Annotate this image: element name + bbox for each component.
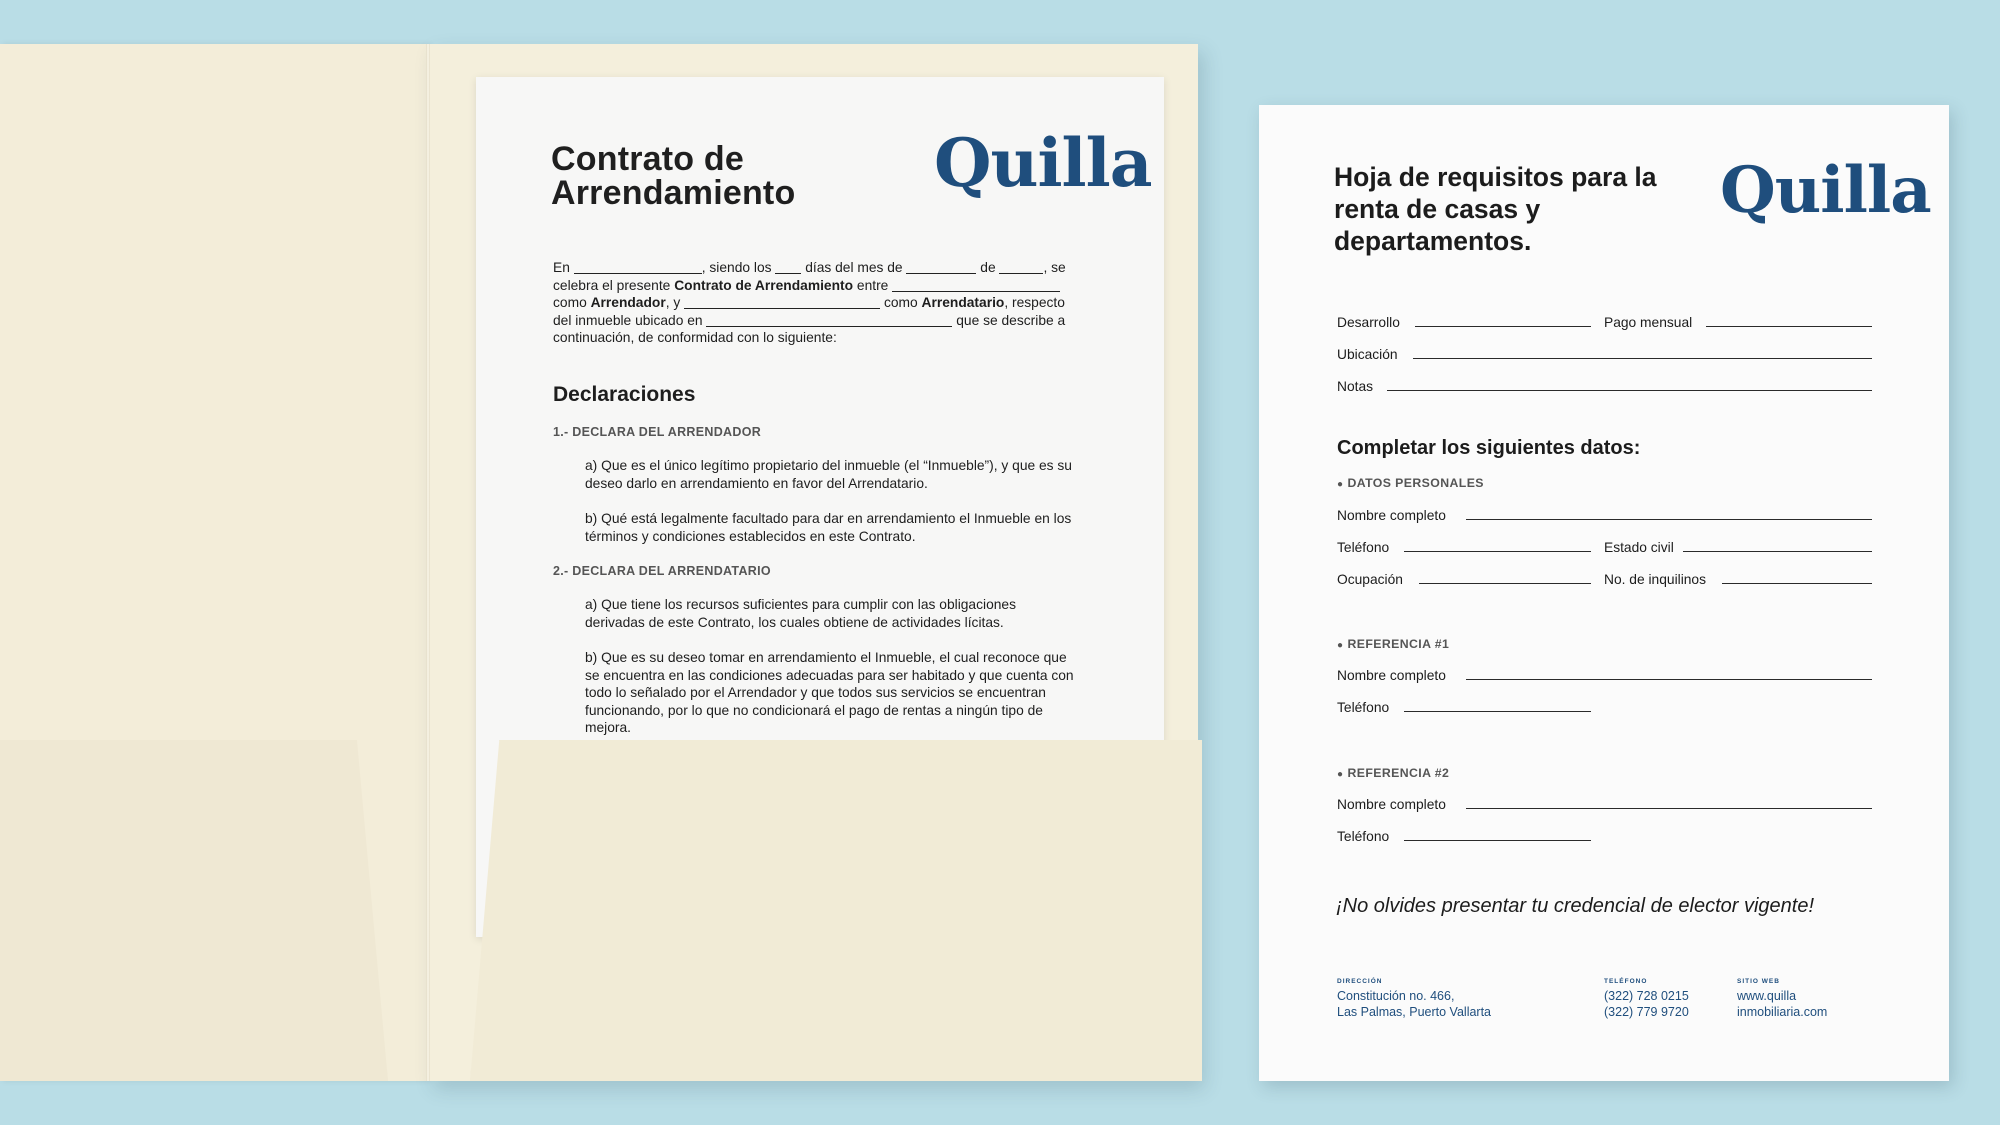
section2-clause-b: b) Que es su deseo tomar en arrendamiento el Inmueble, el cual reconoce que se encuentra en las condiciones adecuadas para ser habitado y que cuenta con todo lo señalado por el Arrendador y que todos sus servicios se encuentran funcionando, por lo que no condicionará el pago de rentas a ningún tipo de mejora.: [585, 650, 1074, 735]
estado-civil-label: Estado civil: [1604, 540, 1674, 555]
footer-website-line1: www.quilla: [1737, 989, 1797, 1003]
intro-text: que se describe a: [952, 312, 1066, 328]
folder-right-pocket: [470, 740, 1202, 1081]
nombre-label: Nombre completo: [1337, 508, 1446, 523]
footer-phone-label: TELÉFONO: [1604, 978, 1648, 985]
contract-title: [551, 142, 911, 210]
reminder-text: ¡No olvides presentar tu credencial de elector vigente!: [1336, 895, 1815, 917]
folder-spine: [426, 44, 430, 1081]
contract-title-line1: Contrato de: [551, 140, 744, 178]
section2-title: 2.- DECLARA DEL ARRENDATARIO: [553, 564, 771, 578]
intro-bold: Arrendador: [590, 295, 666, 310]
section1-clause-b: b) Qué está legalmente facultado para dar en arrendamiento el Inmueble en los términos y condiciones establecidos en este Contrato.: [585, 511, 1072, 544]
blank-line: [706, 313, 952, 327]
intro-line-1: [553, 259, 1073, 277]
ref2-telefono-field[interactable]: [1404, 840, 1591, 841]
quilla-logo: Quilla: [934, 124, 1152, 202]
notas-label: Notas: [1337, 379, 1374, 394]
ref2-nombre-label: Nombre completo: [1337, 797, 1446, 812]
footer-website-line2: inmobiliaria.com: [1737, 1004, 1828, 1019]
intro-line-5: continuación, de conformidad con lo siguiente:: [553, 330, 837, 345]
ocupacion-field[interactable]: [1419, 583, 1591, 584]
contract-title-line2: Arrendamiento: [551, 174, 796, 212]
folder-left-pocket: [0, 740, 388, 1081]
footer-phone: [1604, 978, 1689, 1020]
intro-text: , y: [665, 295, 685, 310]
telefono-label: Teléfono: [1337, 540, 1390, 555]
footer-phone-line1: (322) 728 0215: [1604, 989, 1689, 1003]
intro-text: como: [553, 295, 591, 310]
quilla-logo: Quilla: [1720, 153, 1931, 228]
blank-line: [906, 260, 976, 274]
blank-line: [574, 260, 702, 274]
footer-address-line1: Constitución no. 466,: [1337, 989, 1455, 1003]
intro-text: de: [976, 260, 1000, 275]
intro-text: En: [553, 260, 574, 275]
notas-field[interactable]: [1387, 390, 1872, 391]
reference2-heading: ● REFERENCIA #2: [1337, 766, 1449, 780]
ref2-telefono-label: Teléfono: [1337, 829, 1390, 844]
ubicacion-label: Ubicación: [1337, 347, 1398, 362]
complete-data-title: Completar los siguientes datos:: [1337, 437, 1641, 459]
reference1-heading: ● REFERENCIA #1: [1337, 637, 1449, 651]
section1-title: 1.- DECLARA DEL ARRENDADOR: [553, 425, 762, 439]
intro-text: celebra el presente: [553, 277, 675, 293]
requirements-title: Hoja de requisitos para la renta de casas y departamentos.: [1334, 162, 1657, 256]
intro-text: , siendo los: [701, 260, 776, 275]
intro-text: días del mes de: [801, 260, 907, 275]
blank-line: [999, 260, 1043, 274]
footer-phone-line2: (322) 779 9720: [1604, 1004, 1689, 1019]
section1-clause-a: a) Que es el único legítimo propietario del inmueble (el “Inmueble”), y que es su deseo darlo en arrendamiento en favor del Arrendatario.: [585, 458, 1072, 491]
intro-line-2: [553, 277, 1073, 295]
pago-mensual-field[interactable]: [1706, 326, 1872, 327]
ubicacion-field[interactable]: [1413, 358, 1872, 359]
intro-text: del inmueble ubicado en: [553, 312, 707, 328]
ref1-telefono-label: Teléfono: [1337, 700, 1390, 715]
footer-website-label: SITIO WEB: [1737, 978, 1780, 985]
desarrollo-field[interactable]: [1415, 326, 1591, 327]
personal-data-heading: ● DATOS PERSONALES: [1337, 476, 1484, 490]
desarrollo-label: Desarrollo: [1337, 315, 1400, 330]
footer-address-label: DIRECCIÓN: [1337, 978, 1383, 985]
declarations-title: Declaraciones: [553, 383, 696, 406]
blank-line: [775, 260, 801, 274]
inquilinos-label: No. de inquilinos: [1604, 572, 1707, 587]
ref1-nombre-label: Nombre completo: [1337, 668, 1446, 683]
intro-text: , se: [1043, 260, 1066, 275]
intro-text: como: [880, 295, 922, 310]
intro-bold: Arrendatario: [921, 295, 1005, 310]
intro-bold: Contrato de Arrendamiento: [674, 277, 854, 293]
telefono-field[interactable]: [1404, 551, 1591, 552]
footer-address: [1337, 978, 1491, 1020]
nombre-field[interactable]: [1466, 519, 1872, 520]
footer-address-line2: Las Palmas, Puerto Vallarta: [1337, 1004, 1492, 1019]
estado-civil-field[interactable]: [1683, 551, 1872, 552]
intro-line-3: [553, 294, 1073, 312]
ref1-telefono-field[interactable]: [1404, 711, 1591, 712]
ocupacion-label: Ocupación: [1337, 572, 1403, 587]
blank-line: [892, 278, 1060, 292]
inquilinos-field[interactable]: [1722, 583, 1872, 584]
intro-text: , respecto: [1004, 295, 1065, 310]
pago-mensual-label: Pago mensual: [1604, 315, 1693, 330]
intro-line-4: [553, 312, 1073, 330]
ref2-nombre-field[interactable]: [1466, 808, 1872, 809]
intro-text: entre: [853, 277, 893, 293]
section2-clause-a: a) Que tiene los recursos suficientes para cumplir con las obligaciones derivadas de este Contrato, los cuales obtiene de actividades lícitas.: [585, 597, 1016, 630]
footer-website: [1737, 978, 1827, 1020]
ref1-nombre-field[interactable]: [1466, 679, 1872, 680]
blank-line: [684, 295, 880, 309]
contract-intro: [553, 259, 1073, 347]
